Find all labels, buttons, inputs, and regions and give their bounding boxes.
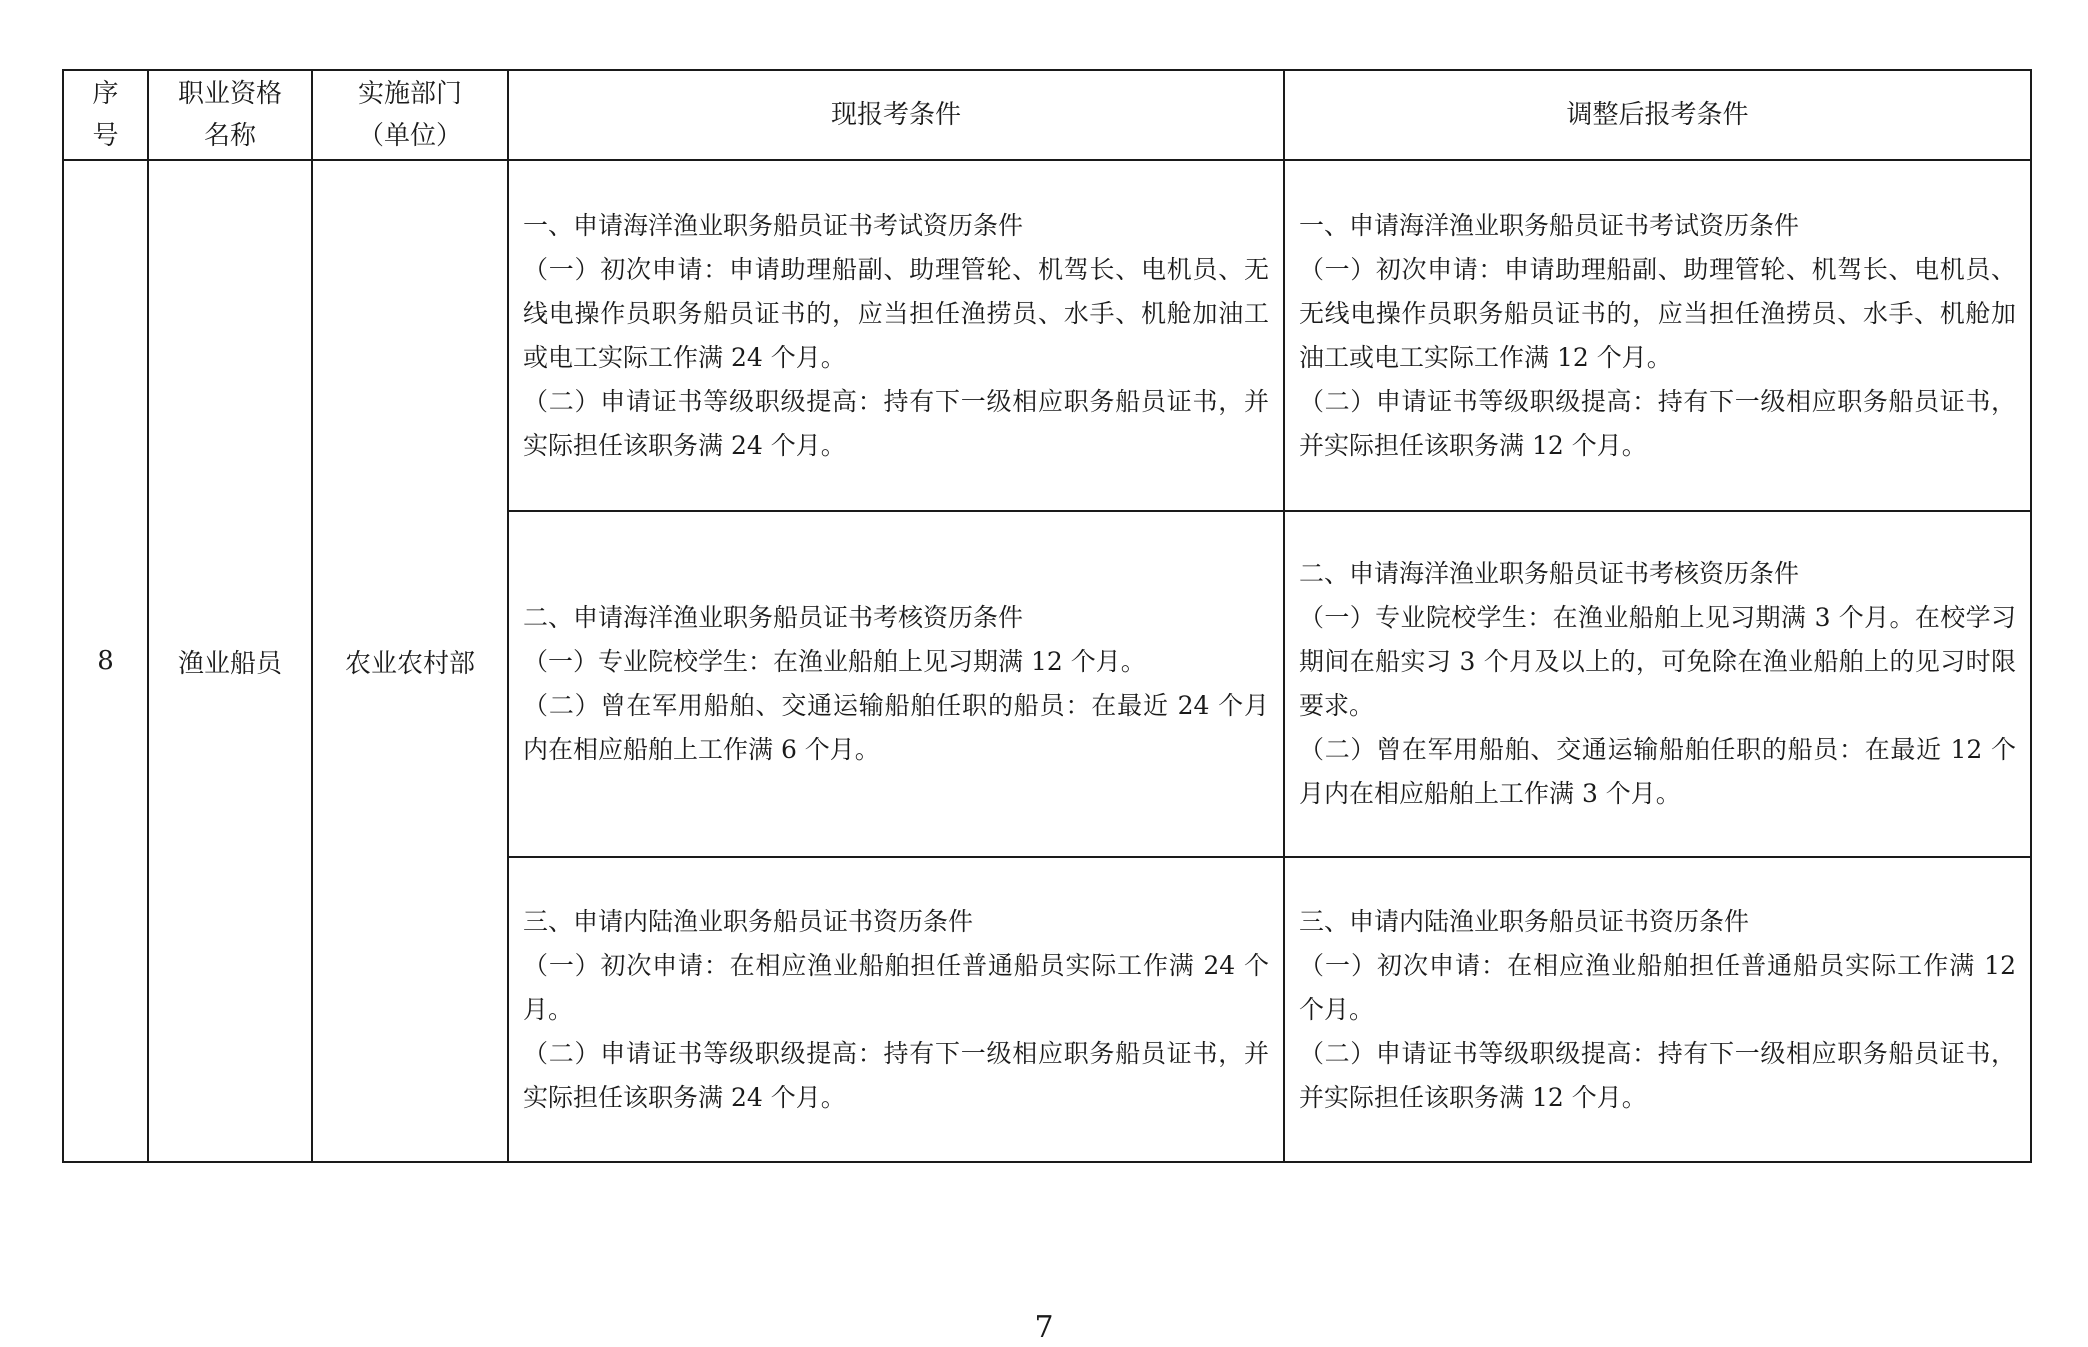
cell-department: 农业农村部 <box>312 160 508 1162</box>
cell-current-conditions: 三、申请内陆渔业职务船员证书资历条件 （一）初次申请：在相应渔业船舶担任普通船员实际工作满 24 个月。 （二）申请证书等级职级提高：持有下一级相应职务船员证书，并实际担任该职务满 24 个月。 <box>508 857 1284 1162</box>
header-qualification-name: 职业资格 名称 <box>148 70 312 160</box>
page-number: 7 <box>1034 1310 1054 1345</box>
cell-adjusted-conditions: 三、申请内陆渔业职务船员证书资历条件 （一）初次申请：在相应渔业船舶担任普通船员实际工作满 12 个月。 （二）申请证书等级职级提高：持有下一级相应职务船员证书，并实际担任该职务满 12 个月。 <box>1284 857 2031 1162</box>
table-header-row <box>63 70 2031 160</box>
qualification-table <box>62 69 2032 1163</box>
header-current-conditions: 现报考条件 <box>508 70 1284 160</box>
cell-current-conditions: 一、申请海洋渔业职务船员证书考试资历条件 （一）初次申请：申请助理船副、助理管轮、机驾长、电机员、无线电操作员职务船员证书的，应当担任渔捞员、水手、机舱加油工或电工实际工作满 24 个月。 （二）申请证书等级职级提高：持有下一级相应职务船员证书，并实际担任该职务满 24 个月。 <box>508 160 1284 511</box>
table-row <box>63 160 2031 511</box>
cell-current-conditions: 二、申请海洋渔业职务船员证书考核资历条件 （一）专业院校学生：在渔业船舶上见习期满 12 个月。 （二）曾在军用船舶、交通运输船舶任职的船员：在最近 24 个月内在相应船舶上工作满 6 个月。 <box>508 511 1284 857</box>
header-department: 实施部门 （单位） <box>312 70 508 160</box>
cell-adjusted-conditions: 一、申请海洋渔业职务船员证书考试资历条件 （一）初次申请：申请助理船副、助理管轮、机驾长、电机员、无线电操作员职务船员证书的，应当担任渔捞员、水手、机舱加油工或电工实际工作满 12 个月。 （二）申请证书等级职级提高：持有下一级相应职务船员证书，并实际担任该职务满 12 个月。 <box>1284 160 2031 511</box>
header-seq: 序 号 <box>63 70 148 160</box>
cell-qualification-name: 渔业船员 <box>148 160 312 1162</box>
cell-adjusted-conditions: 二、申请海洋渔业职务船员证书考核资历条件 （一）专业院校学生：在渔业船舶上见习期满 3 个月。在校学习期间在船实习 3 个月及以上的，可免除在渔业船舶上的见习时限要求。 （二）曾在军用船舶、交通运输船舶任职的船员：在最近 12 个月内在相应船舶上工作满 3 个月。 <box>1284 511 2031 857</box>
header-adjusted-conditions: 调整后报考条件 <box>1284 70 2031 160</box>
cell-seq: 8 <box>63 160 148 1162</box>
